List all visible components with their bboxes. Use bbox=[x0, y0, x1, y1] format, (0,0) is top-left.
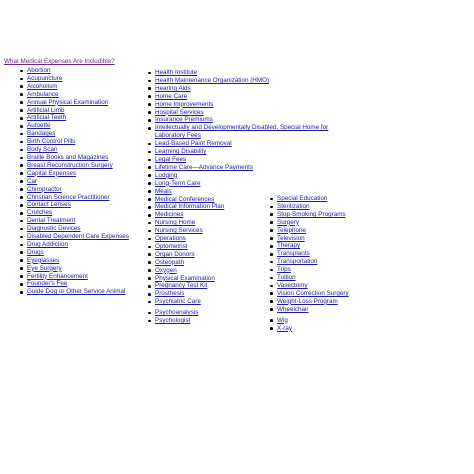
expense-link[interactable]: Nursing Services bbox=[155, 227, 203, 235]
expense-link[interactable]: Drugs bbox=[27, 248, 44, 256]
list-item bbox=[20, 170, 129, 178]
list-item bbox=[20, 99, 129, 107]
expense-link[interactable]: Learning Disability bbox=[155, 148, 207, 156]
list-item bbox=[20, 146, 129, 154]
list-item bbox=[148, 85, 328, 93]
expense-link[interactable]: Organ Donors bbox=[155, 250, 195, 258]
list-item bbox=[20, 249, 129, 257]
list-item bbox=[20, 122, 129, 130]
list-item bbox=[148, 172, 328, 180]
list-item bbox=[270, 235, 349, 243]
list-item bbox=[148, 124, 328, 132]
expense-link[interactable]: Breast Reconstruction Surgery bbox=[27, 161, 113, 169]
expense-link[interactable]: Car bbox=[27, 177, 38, 185]
expense-link[interactable]: Osteopath bbox=[155, 258, 185, 266]
list-item bbox=[270, 317, 349, 325]
list-item bbox=[20, 194, 129, 202]
expense-link[interactable]: Surgery bbox=[277, 218, 300, 226]
expense-link[interactable]: Nursing Home bbox=[155, 219, 196, 227]
section-heading-link[interactable]: What Medical Expenses Are Includible? bbox=[4, 58, 115, 65]
expense-link[interactable]: Physical Examination bbox=[155, 274, 215, 282]
list-item bbox=[270, 290, 349, 298]
expense-link[interactable]: Hearing Aids bbox=[155, 84, 191, 92]
list-item bbox=[148, 132, 328, 140]
list-item bbox=[20, 265, 129, 273]
list-item bbox=[148, 148, 328, 156]
list-item bbox=[20, 209, 129, 217]
expense-link[interactable]: Artificial Teeth bbox=[27, 114, 67, 122]
expense-link[interactable]: Annual Physical Examination bbox=[27, 98, 109, 106]
list-item bbox=[148, 156, 328, 164]
list-item bbox=[20, 114, 129, 122]
expense-link[interactable]: Eyeglasses bbox=[27, 256, 60, 264]
expense-link[interactable]: Health Maintenance Organization (HMO) bbox=[155, 76, 270, 84]
expense-link[interactable]: Meals bbox=[155, 187, 172, 195]
list-item bbox=[270, 250, 349, 258]
list-item bbox=[148, 140, 328, 148]
expense-link[interactable]: Medicines bbox=[155, 211, 184, 219]
expense-link[interactable]: Home Improvements bbox=[155, 100, 214, 108]
list-item bbox=[270, 306, 349, 314]
expense-link[interactable]: X-ray bbox=[277, 324, 293, 332]
expense-link[interactable]: Weight-Loss Program bbox=[277, 297, 338, 305]
expense-link[interactable]: Fertility Enhancement bbox=[27, 272, 88, 280]
list-item bbox=[148, 180, 328, 188]
expense-link[interactable]: Transplants bbox=[277, 250, 310, 258]
expense-link[interactable]: Body Scan bbox=[27, 146, 58, 154]
expense-link[interactable]: Psychiatric Care bbox=[155, 298, 201, 306]
list-item bbox=[20, 75, 129, 83]
list-item bbox=[148, 101, 328, 109]
expense-link[interactable]: Legal Fees bbox=[155, 155, 187, 163]
expense-link[interactable]: Pregnancy Test Kit bbox=[155, 282, 208, 290]
expense-link[interactable]: Christian Science Practitioner bbox=[27, 193, 110, 201]
list-item bbox=[270, 266, 349, 274]
expense-link[interactable]: Television bbox=[277, 234, 305, 242]
expense-link[interactable]: Acupuncture bbox=[27, 74, 63, 82]
list-item bbox=[20, 154, 129, 162]
expense-list-column-3 bbox=[270, 195, 349, 332]
expense-link[interactable]: Laboratory Fees bbox=[155, 132, 201, 140]
expense-link[interactable]: Optometrist bbox=[155, 242, 188, 250]
expense-link[interactable]: Dental Treatment bbox=[27, 217, 76, 225]
list-item bbox=[270, 282, 349, 290]
list-item bbox=[20, 178, 129, 186]
expense-list-column-1 bbox=[20, 67, 129, 296]
expense-link[interactable]: Prosthesis bbox=[155, 290, 185, 298]
list-item bbox=[20, 288, 129, 296]
expense-link[interactable]: Diagnostic Devices bbox=[27, 225, 81, 233]
expense-link[interactable]: Stop-Smoking Programs bbox=[277, 210, 346, 218]
list-item bbox=[270, 195, 349, 203]
list-item bbox=[270, 219, 349, 227]
expense-link[interactable]: Sterilization bbox=[277, 202, 310, 210]
list-item bbox=[148, 69, 328, 77]
expense-link[interactable]: Ambulance bbox=[27, 90, 59, 98]
list-item bbox=[148, 93, 328, 101]
expense-link[interactable]: Chiropractor bbox=[27, 185, 62, 193]
list-item bbox=[148, 116, 328, 124]
list-item bbox=[20, 130, 129, 138]
list-item bbox=[148, 109, 328, 117]
list-item bbox=[270, 325, 349, 333]
list-item bbox=[20, 186, 129, 194]
list-item bbox=[20, 233, 129, 241]
expense-link[interactable]: Founder's Fee bbox=[27, 280, 68, 288]
list-item bbox=[270, 227, 349, 235]
expense-link[interactable]: Medical Conferences bbox=[155, 195, 215, 203]
list-item bbox=[20, 257, 129, 265]
expense-link[interactable]: Tuition bbox=[277, 274, 296, 282]
expense-link[interactable]: Psychologist bbox=[155, 317, 191, 325]
list-item bbox=[20, 91, 129, 99]
expense-link[interactable]: Trips bbox=[277, 266, 291, 274]
expense-link[interactable]: Abortion bbox=[27, 67, 51, 74]
expense-link[interactable]: Bandages bbox=[27, 130, 56, 138]
expense-link[interactable]: Contact Lenses bbox=[27, 201, 71, 209]
expense-link[interactable]: Wig bbox=[277, 316, 288, 324]
expense-link[interactable]: Capital Expenses bbox=[27, 169, 77, 177]
expense-link[interactable]: Therapy bbox=[277, 242, 301, 250]
expense-link[interactable]: Autoette bbox=[27, 122, 51, 130]
expense-link[interactable]: Drug Addiction bbox=[27, 240, 68, 248]
list-item bbox=[20, 138, 129, 146]
list-item bbox=[270, 203, 349, 211]
expense-link[interactable]: Lifetime Care—Advance Payments bbox=[155, 163, 253, 171]
expense-link[interactable]: Home Care bbox=[155, 92, 188, 100]
list-item bbox=[148, 164, 328, 172]
list-item bbox=[270, 274, 349, 282]
expense-link[interactable]: Alcoholism bbox=[27, 82, 58, 90]
expense-link[interactable]: Braille Books and Magazines bbox=[27, 153, 109, 161]
list-item bbox=[20, 201, 129, 209]
list-item bbox=[270, 258, 349, 266]
expense-link[interactable]: Transportation bbox=[277, 258, 318, 266]
expense-link[interactable]: Telephone bbox=[277, 226, 307, 234]
list-item bbox=[20, 67, 129, 75]
list-item bbox=[20, 225, 129, 233]
expense-link[interactable]: Intellectually and Developmentally Disabled, Special Home for bbox=[155, 124, 329, 132]
expense-link[interactable]: Disabled Dependent Care Expenses bbox=[27, 233, 129, 241]
expense-link[interactable]: Artificial Limb bbox=[27, 106, 65, 114]
expense-link[interactable]: Health Institute bbox=[155, 69, 198, 76]
expense-link[interactable]: Vision Correction Surgery bbox=[277, 289, 349, 297]
list-item bbox=[270, 211, 349, 219]
list-item bbox=[20, 280, 129, 288]
list-item bbox=[148, 77, 328, 85]
list-item bbox=[20, 162, 129, 170]
expense-link[interactable]: Wheelchair bbox=[277, 305, 309, 313]
expense-link[interactable]: Special Education bbox=[277, 195, 328, 202]
list-item bbox=[20, 83, 129, 91]
expense-link[interactable]: Guide Dog or Other Service Animal bbox=[27, 288, 126, 296]
expense-link[interactable]: Long-Term Care bbox=[155, 179, 201, 187]
list-item bbox=[20, 107, 129, 115]
expense-link[interactable]: Psychoanalysis bbox=[155, 309, 199, 317]
expense-link[interactable]: Lead-Based Paint Removal bbox=[155, 140, 232, 148]
expense-link[interactable]: Vasectomy bbox=[277, 281, 308, 289]
list-item bbox=[270, 242, 349, 250]
expense-link[interactable]: Crutches bbox=[27, 209, 53, 217]
list-item bbox=[20, 273, 129, 281]
expense-link[interactable]: Birth Control Pills bbox=[27, 138, 76, 146]
list-item bbox=[270, 298, 349, 306]
expense-link[interactable]: Eye Surgery bbox=[27, 264, 62, 272]
expense-link[interactable]: Hospital Services bbox=[155, 108, 204, 116]
expense-link[interactable]: Oxygen bbox=[155, 266, 177, 274]
expense-link[interactable]: Medical Information Plan bbox=[155, 203, 225, 211]
expense-link[interactable]: Insurance Premiums bbox=[155, 116, 213, 124]
list-item bbox=[20, 241, 129, 249]
list-item bbox=[20, 217, 129, 225]
expense-link[interactable]: Operations bbox=[155, 235, 186, 243]
expense-link[interactable]: Lodging bbox=[155, 171, 178, 179]
